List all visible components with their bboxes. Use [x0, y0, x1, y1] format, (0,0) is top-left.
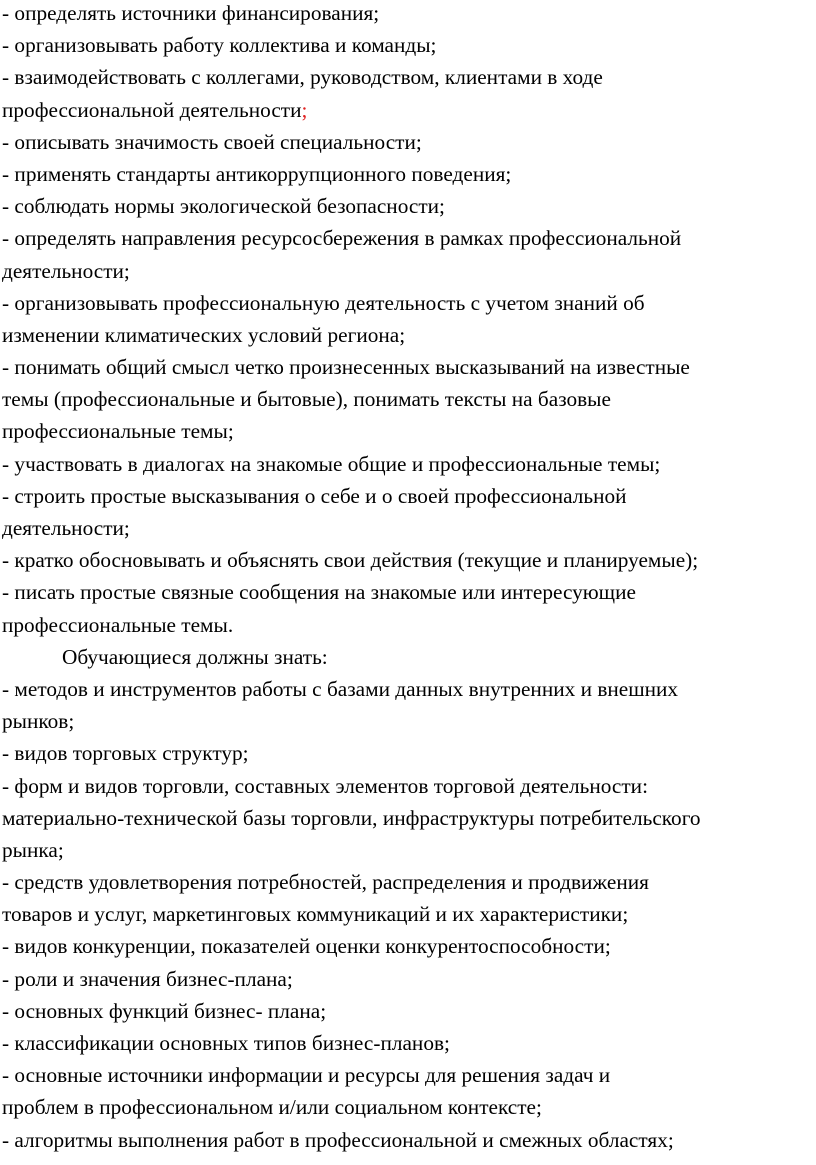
text-line: - роли и значения бизнес-плана;: [2, 966, 293, 991]
text-line: материально-технической базы торговли, инфраструктуры потребительского: [2, 805, 701, 830]
text-line: профессиональные темы.: [2, 612, 234, 637]
text-line: - определять источники финансирования;: [2, 1, 380, 25]
text-line: - средств удовлетворения потребностей, распределения и продвижения: [2, 870, 649, 895]
section-heading: Обучающиеся должны знать:: [62, 644, 328, 669]
text-line: - применять стандарты антикоррупционного поведения;: [2, 161, 512, 186]
text-line: деятельности;: [2, 258, 130, 283]
text-line: - описывать значимость своей специальности;: [2, 129, 422, 154]
text-line: - видов торговых структур;: [2, 741, 249, 766]
text-line: - форм и видов торговли, составных элементов торговой деятельности:: [2, 773, 648, 798]
text-line: - участвовать в диалогах на знакомые общие и профессиональные темы;: [2, 451, 661, 476]
text-line: проблем в профессиональном и/или социальном контексте;: [2, 1095, 542, 1120]
text-line: - организовывать профессиональную деятельность с учетом знаний об: [2, 290, 645, 315]
text-line: - основные источники информации и ресурсы для решения задач и: [2, 1063, 611, 1088]
text-line: - определять направления ресурсосбережения в рамках профессиональной: [2, 226, 682, 251]
text-line: - соблюдать нормы экологической безопасности;: [2, 194, 445, 219]
text-line: - кратко обосновывать и объяснять свои действия (текущие и планируемые);: [2, 548, 699, 573]
text-line: - взаимодействовать с коллегами, руководством, клиентами в ходе: [2, 65, 603, 90]
text-line: - понимать общий смысл четко произнесенных высказываний на известные: [2, 355, 690, 380]
text-line: - видов конкуренции, показателей оценки конкурентоспособности;: [2, 934, 611, 959]
text-line: рынка;: [2, 837, 64, 862]
text-line: - организовывать работу коллектива и команды;: [2, 33, 437, 58]
text-line: - строить простые высказывания о себе и о своей профессиональной: [2, 483, 627, 508]
text-line: темы (профессиональные и бытовые), понимать тексты на базовые: [2, 387, 611, 412]
red-semicolon: ;: [301, 97, 308, 122]
text-line: - классификации основных типов бизнес-планов;: [2, 1031, 450, 1055]
text-line: - основных функций бизнес- плана;: [2, 998, 327, 1023]
text-line: - алгоритмы выполнения работ в профессиональной и смежных областях;: [2, 1127, 674, 1152]
text-line: изменении климатических условий региона;: [2, 322, 406, 347]
text-line: профессиональные темы;: [2, 419, 234, 444]
text-line-content: профессиональной деятельности: [2, 97, 302, 122]
text-line: - писать простые связные сообщения на знакомые или интересующие: [2, 580, 636, 605]
text-line: - методов и инструментов работы с базами данных внутренних и внешних: [2, 676, 679, 701]
text-line: рынков;: [2, 709, 75, 734]
text-line: деятельности;: [2, 516, 130, 540]
text-line-with-red-mark: [2, 94, 816, 126]
text-line: товаров и услуг, маркетинговых коммуникаций и их характеристики;: [2, 902, 629, 927]
